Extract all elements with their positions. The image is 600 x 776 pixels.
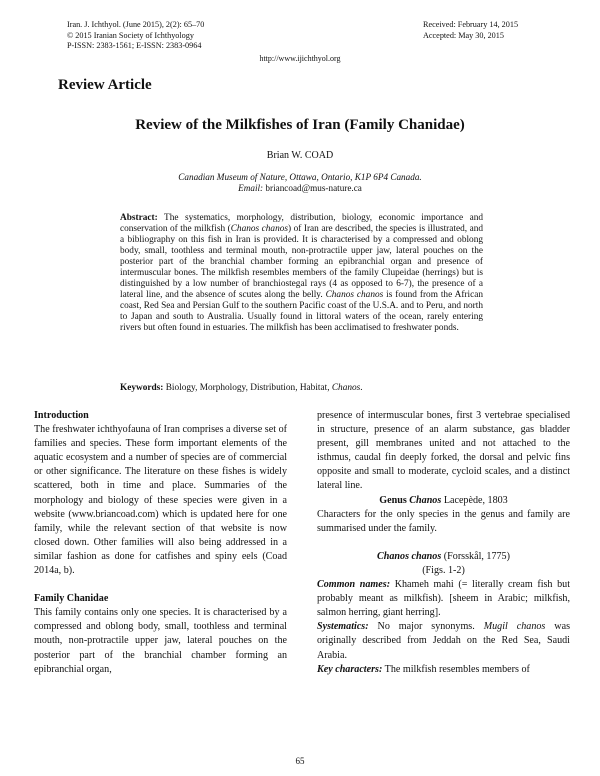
genus-author: Lacepède, 1803 xyxy=(443,494,508,506)
email-line xyxy=(0,183,600,194)
email-label: Email: xyxy=(238,183,264,193)
genus-name: Chanos xyxy=(409,494,442,506)
systematics-text-1: No major synonyms. xyxy=(377,621,484,633)
copyright-line: © 2015 Iranian Society of Ichthyology xyxy=(67,30,194,40)
keywords-text: Biology, Morphology, Distribution, Habitat, xyxy=(165,383,332,393)
author-affiliation xyxy=(0,172,600,194)
genus-label: Genus xyxy=(379,494,407,506)
citation-line: Iran. J. Ichthyol. (June 2015), 2(2): 65–70 xyxy=(67,20,205,29)
abstract-label: Abstract: xyxy=(120,213,158,223)
abstract-text-2: ) of Iran are described, the species is illustrated, and a bibliography on this fish in Iran is provided. It is characterised by a compressed and oblong body, small, toothless and terminal mouth, non-protractile upper jaw, lateral pouches on the posterior part of the branchial chamber forming an epibranchial organ and presence of intermuscular bones. The milkfish resembles members of the family Clupeidae (herrings) but is distinguished by a low number of branchiostegal rays (4 as opposed to 6-7), the presence of a lateral line, and the absence of scutes along the belly. xyxy=(120,224,483,301)
keywords-species: Chanos xyxy=(331,383,361,393)
introduction-heading: Introduction xyxy=(34,410,89,421)
species-author: (Forsskål, 1775) xyxy=(443,550,510,562)
common-names-text: Khameh mahi (= literally cream fish but probably meant as milkfish). [sheem in Arabic; milkfish, salmon herring, giant herring]. xyxy=(317,579,571,619)
family-heading: Family Chanidae xyxy=(34,593,109,605)
key-characters-paragraph xyxy=(317,663,570,677)
genus-heading xyxy=(317,494,570,508)
key-characters-label: Key characters: xyxy=(317,663,383,675)
systematics-label: Systematics: xyxy=(317,621,369,633)
genus-paragraph: Characters for the only species in the genus and family are summarised under the family. xyxy=(317,508,570,534)
systematics-text-2: was originally described from Jeddah on the Red Sea, Saudi Arabia. xyxy=(317,621,570,661)
right-column xyxy=(317,409,570,677)
journal-header-left xyxy=(67,20,204,52)
article-title: Review of the Milkfishes of Iran (Family Chanidae) xyxy=(135,117,465,133)
keywords xyxy=(120,383,483,393)
journal-header-right xyxy=(423,20,518,41)
systematics-species: Mugil chanos xyxy=(483,621,546,633)
key-characters-text: The milkfish resembles members of xyxy=(384,663,530,675)
keywords-end: . xyxy=(360,383,363,393)
author-name: Brian W. COAD xyxy=(266,150,334,161)
email-address[interactable]: briancoad@mus-nature.ca xyxy=(265,183,362,193)
figures-reference: (Figs. 1-2) xyxy=(422,564,465,576)
accepted-date: Accepted: May 30, 2015 xyxy=(423,30,504,40)
family-paragraph: This family contains only one species. It is characterised by a compressed and oblong body, small, toothless and terminal mouth, non-protractile upper jaw, lateral pouches on the posterior part of the branchial chamber forming an epibranchial organ, xyxy=(34,607,287,675)
common-names-label: Common names: xyxy=(317,579,391,591)
abstract xyxy=(120,213,483,335)
page-number: 65 xyxy=(295,756,305,766)
keywords-label: Keywords: xyxy=(120,383,164,393)
affiliation-text: Canadian Museum of Nature, Ottawa, Ontario, K1P 6P4 Canada. xyxy=(178,172,422,182)
article-type: Review Article xyxy=(58,77,152,93)
left-column xyxy=(34,409,287,677)
abstract-text-1: The systematics, morphology, distribution, biology, economic importance and conservation of the milkfish ( xyxy=(120,213,483,235)
species-heading xyxy=(317,550,570,564)
abstract-species-2: Chanos chanos xyxy=(325,290,384,301)
systematics-paragraph xyxy=(317,620,570,662)
abstract-text-3: is found from the African coast, Red Sea and Persian Gulf to the southern Pacific coast of the U.S.A. and to Peru, and north to Japan and south to Australia. Usually found in littoral waters of the ocean, rarely entering rivers but often found in estuaries. The milkfish has been acclimatised to freshwater ponds. xyxy=(120,290,483,334)
family-continuation-paragraph: presence of intermuscular bones, first 3 vertebrae specialised in structure, presence of an alarm substance, gas bladder present, gill membranes united and not attached to the isthmus, caudal fin deeply forked, the dorsal and pelvic fins opposite and small to moderate, cycloid scales, and a distinct lateral line. xyxy=(317,410,570,492)
received-date: Received: February 14, 2015 xyxy=(423,20,519,29)
issn-line: P-ISSN: 2383-1561; E-ISSN: 2383-0964 xyxy=(67,41,202,50)
journal-url[interactable]: http://www.ijichthyol.org xyxy=(259,54,341,63)
abstract-species-1: Chanos chanos xyxy=(230,224,288,235)
common-names-paragraph xyxy=(317,578,570,620)
introduction-paragraph: The freshwater ichthyofauna of Iran comprises a diverse set of families and species. These form important elements of the aquatic ecosystem and a number of species are of commercial or other significance. The literature on these fishes is widely scattered, both in time and place. Summaries of the morphology and biology of these species were given in a website (www.briancoad.com) which is updated here for one family, while the relevant section of that website is now closed down. Other families will also being addressed in a similar fashion as done for catfishes and spiny eels (Coad 2014a, b). xyxy=(34,424,287,577)
species-name: Chanos chanos xyxy=(377,550,442,562)
